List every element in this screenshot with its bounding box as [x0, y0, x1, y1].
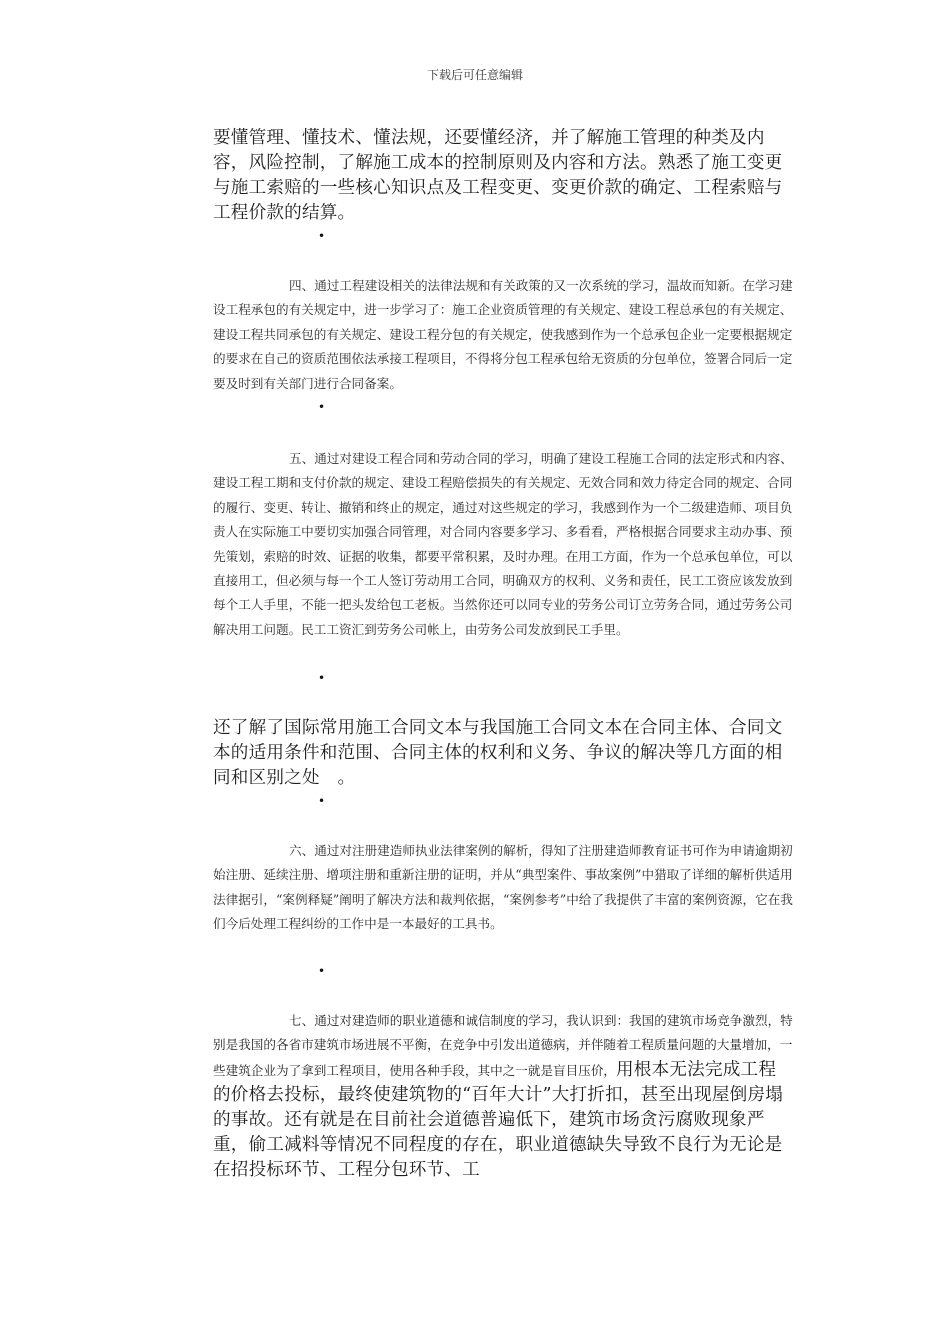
paragraph-management-knowledge: 要懂管理、懂技术、懂法规，还要懂经济，并了解施工管理的种类及内容，风险控制，了解施工成本的控制原则及内容和方法。熟悉了施工变更与施工索赔的一些核心知识点及工程变更、变更价款的确定、工程索赔与工程价款的结算。	[213, 128, 783, 223]
bullet-1: •	[318, 229, 326, 243]
paragraph-section-five	[213, 447, 803, 642]
bullet-5: •	[318, 964, 326, 978]
paragraph-section-four	[213, 274, 803, 396]
bullet-4: •	[318, 794, 326, 808]
paragraph-section-seven-lead: 七、通过对建造师的职业道德和诚信制度的学习，我认识到：我国的建筑市场竞争激烈，特别是我国的各省市建筑市场进展不平衡，在竞争中引发出道德病，并伴随着工程质量问题的大量增加，一些建筑企业为了拿到工程项目，使用各种手段，其中之一就是盲目压价，	[213, 1013, 793, 1078]
paragraph-section-seven-tail: 用根本无法完成工程的价格去投标，最终使建筑物的“百年大计”大打折扣，甚至出现屋倒房塌的事故。还有就是在目前社会道德普遍低下，建筑市场贪污腐败现象严重，偷工减料等情况不同程度的存在，职业道德缺失导致不良行为无论是在招投标环节、工程分包环节、工	[213, 1059, 783, 1181]
bullet-3: •	[318, 671, 326, 685]
paragraph-section-six	[213, 839, 803, 937]
bullet-2: •	[318, 400, 326, 414]
paragraph-section-seven	[213, 1009, 793, 1183]
page-header: 下载后可任意编辑	[426, 68, 523, 82]
paragraph-section-six-text: 六、通过对注册建造师执业法律案例的解析，得知了注册建造师教育证书可作为申请逾期初始注册、延续注册、增项注册和重新注册的证明，并从“典型案件、事故案例”中猎取了详细的解析供适用法律据引，“案例释疑”阐明了解决方法和裁判依据，“案例参考”中给了我提供了丰富的案例资源，它在我们今后处理工程纠纷的工作中是一本最好的工具书。	[213, 843, 793, 932]
paragraph-international-contracts: 还了解了国际常用施工合同文本与我国施工合同文本在合同主体、合同文本的适用条件和范围、合同主体的权利和义务、争议的解决等几方面的相同和区别之处 。	[213, 718, 783, 788]
paragraph-section-four-text: 四、通过工程建设相关的法律法规和有关政策的又一次系统的学习，温故而知新。在学习建设工程承包的有关规定中，进一步学习了：施工企业资质管理的有关规定、建设工程总承包的有关规定、建设工程共同承包的有关规定、建设工程分包的有关规定，使我感到作为一个总承包企业一定要根据规定的要求在自己的资质范围依法承接工程项目，不得将分包工程承包给无资质的分包单位，签署合同后一定要及时到有关部门进行合同备案。	[213, 278, 793, 391]
paragraph-section-five-text: 五、通过对建设工程合同和劳动合同的学习，明确了建设工程施工合同的法定形式和内容、建设工程工期和支付价款的规定、建设工程赔偿损失的有关规定、无效合同和效力待定合同的规定、合同的履行、变更、转让、撤销和终止的规定，通过对这些规定的学习，我感到作为一个二级建造师、项目负责人在实际施工中要切实加强合同管理，对合同内容要多学习、多看看，严格根据合同要求主动办事、预先策划，索赔的时效、证据的收集，都要平常积累，及时办理。在用工方面，作为一个总承包单位，可以直接用工，但必须与每一个工人签订劳动用工合同，明确双方的权利、义务和责任，民工工资应该发放到每个工人手里，不能一把头发给包工老板。当然你还可以同专业的劳务公司订立劳务合同，通过劳务公司解决用工问题。民工工资汇到劳务公司帐上，由劳务公司发放到民工手里。	[213, 451, 793, 637]
